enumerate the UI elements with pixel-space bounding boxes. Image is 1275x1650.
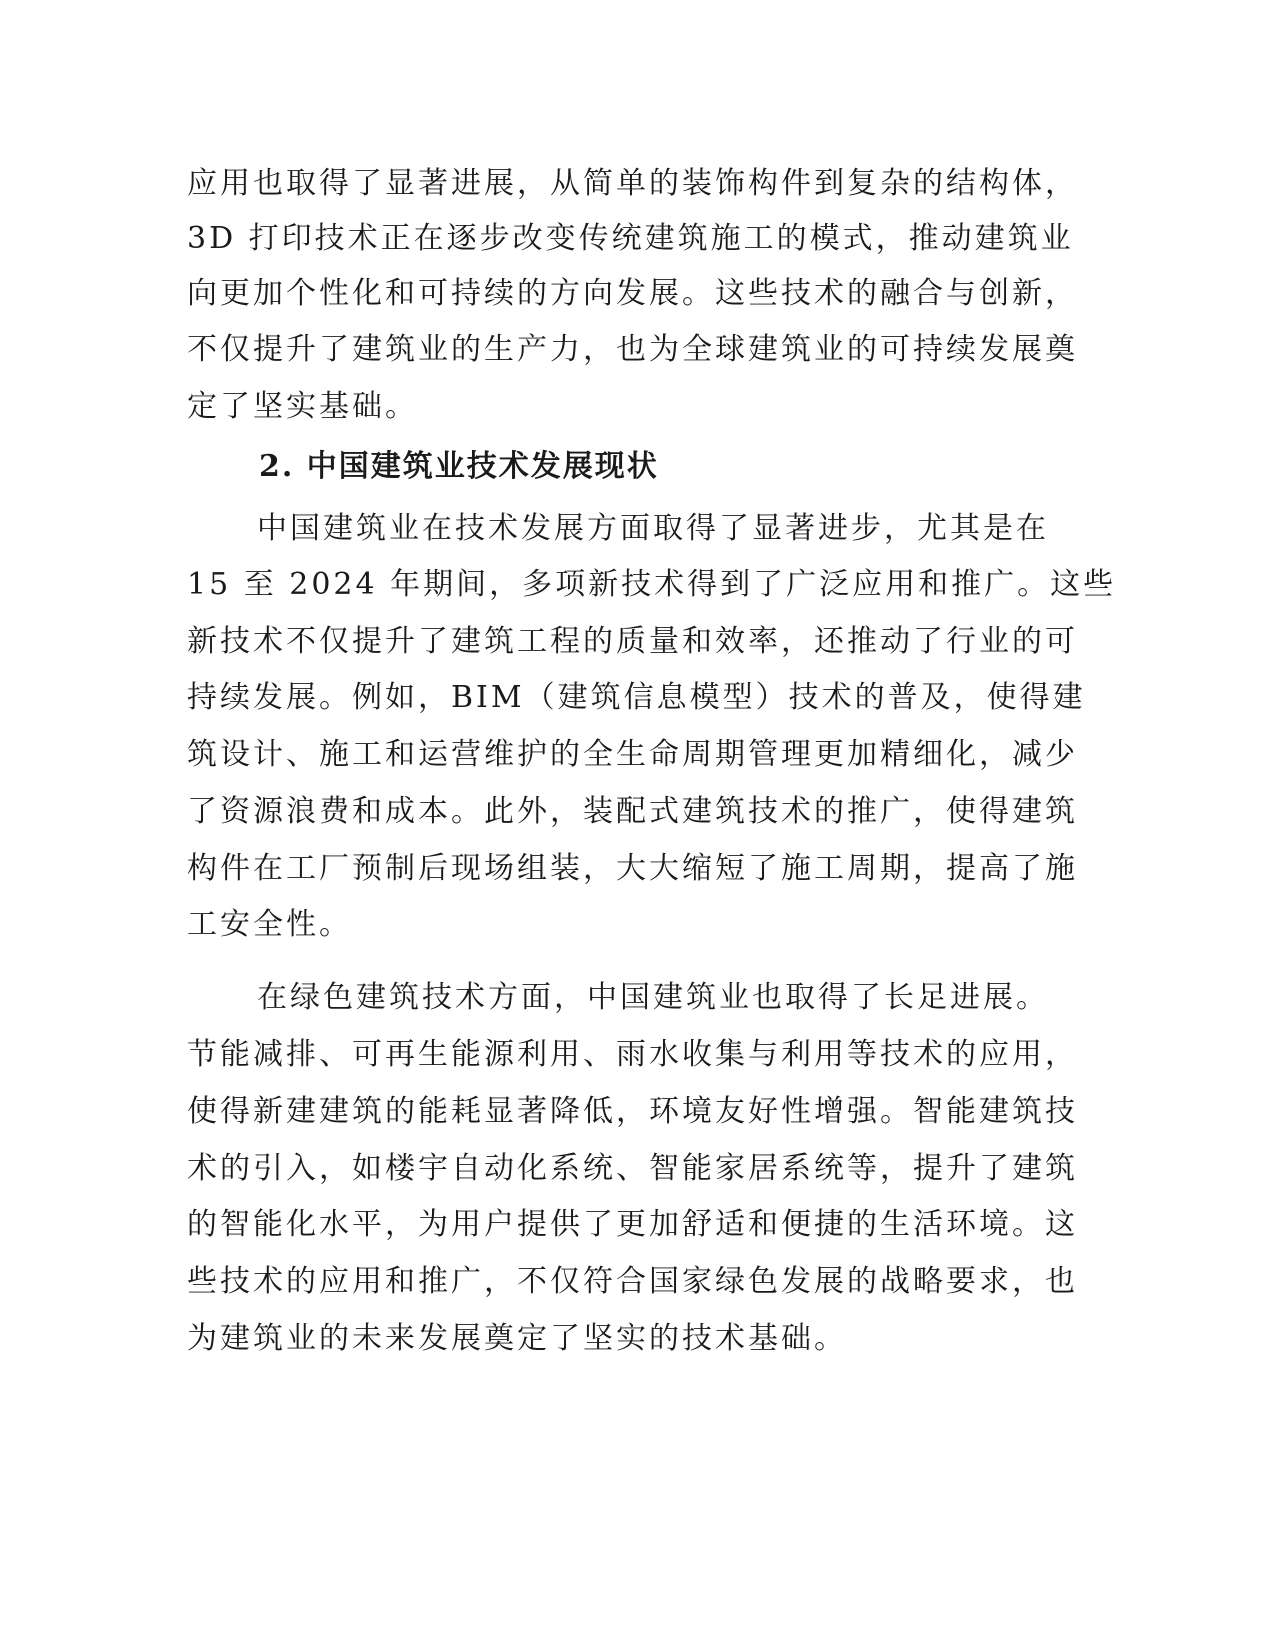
- text-line: 在绿色建筑技术方面，中国建筑业也取得了长足进展。: [257, 980, 1049, 1015]
- text-line: 些技术的应用和推广，不仅符合国家绿色发展的战略要求，也: [187, 1264, 1078, 1299]
- text-line: 为建筑业的未来发展奠定了坚实的技术基础。: [187, 1321, 847, 1356]
- text-line: 3D 打印技术正在逐步改变传统建筑施工的模式，推动建筑业: [187, 221, 1074, 256]
- text-line: 构件在工厂预制后现场组装，大大缩短了施工周期，提高了施: [187, 851, 1078, 886]
- text-line: 的智能化水平，为用户提供了更加舒适和便捷的生活环境。这: [187, 1207, 1078, 1242]
- text-line: 向更加个性化和可持续的方向发展。这些技术的融合与创新，: [187, 276, 1078, 311]
- text-line: 定了坚实基础。: [187, 389, 418, 424]
- section-heading: 2. 中国建筑业技术发展现状: [259, 449, 659, 484]
- text-line: 节能减排、可再生能源利用、雨水收集与利用等技术的应用，: [187, 1037, 1078, 1072]
- text-line: 筑设计、施工和运营维护的全生命周期管理更加精细化，减少: [187, 737, 1078, 772]
- text-line: 新技术不仅提升了建筑工程的质量和效率，还推动了行业的可: [187, 624, 1078, 659]
- text-line: 15 至 2024 年期间，多项新技术得到了广泛应用和推广。这些: [187, 567, 1117, 602]
- text-line: 中国建筑业在技术发展方面取得了显著进步，尤其是在: [257, 511, 1049, 546]
- text-line: 使得新建建筑的能耗显著降低，环境友好性增强。智能建筑技: [187, 1094, 1078, 1129]
- text-line: 工安全性。: [187, 907, 352, 942]
- text-line: 了资源浪费和成本。此外，装配式建筑技术的推广，使得建筑: [187, 794, 1078, 829]
- text-line: 持续发展。例如，BIM（建筑信息模型）技术的普及，使得建: [187, 680, 1086, 715]
- text-line: 应用也取得了显著进展，从简单的装饰构件到复杂的结构体，: [187, 166, 1078, 201]
- text-line: 术的引入，如楼宇自动化系统、智能家居系统等，提升了建筑: [187, 1151, 1078, 1186]
- text-line: 不仅提升了建筑业的生产力，也为全球建筑业的可持续发展奠: [187, 332, 1078, 367]
